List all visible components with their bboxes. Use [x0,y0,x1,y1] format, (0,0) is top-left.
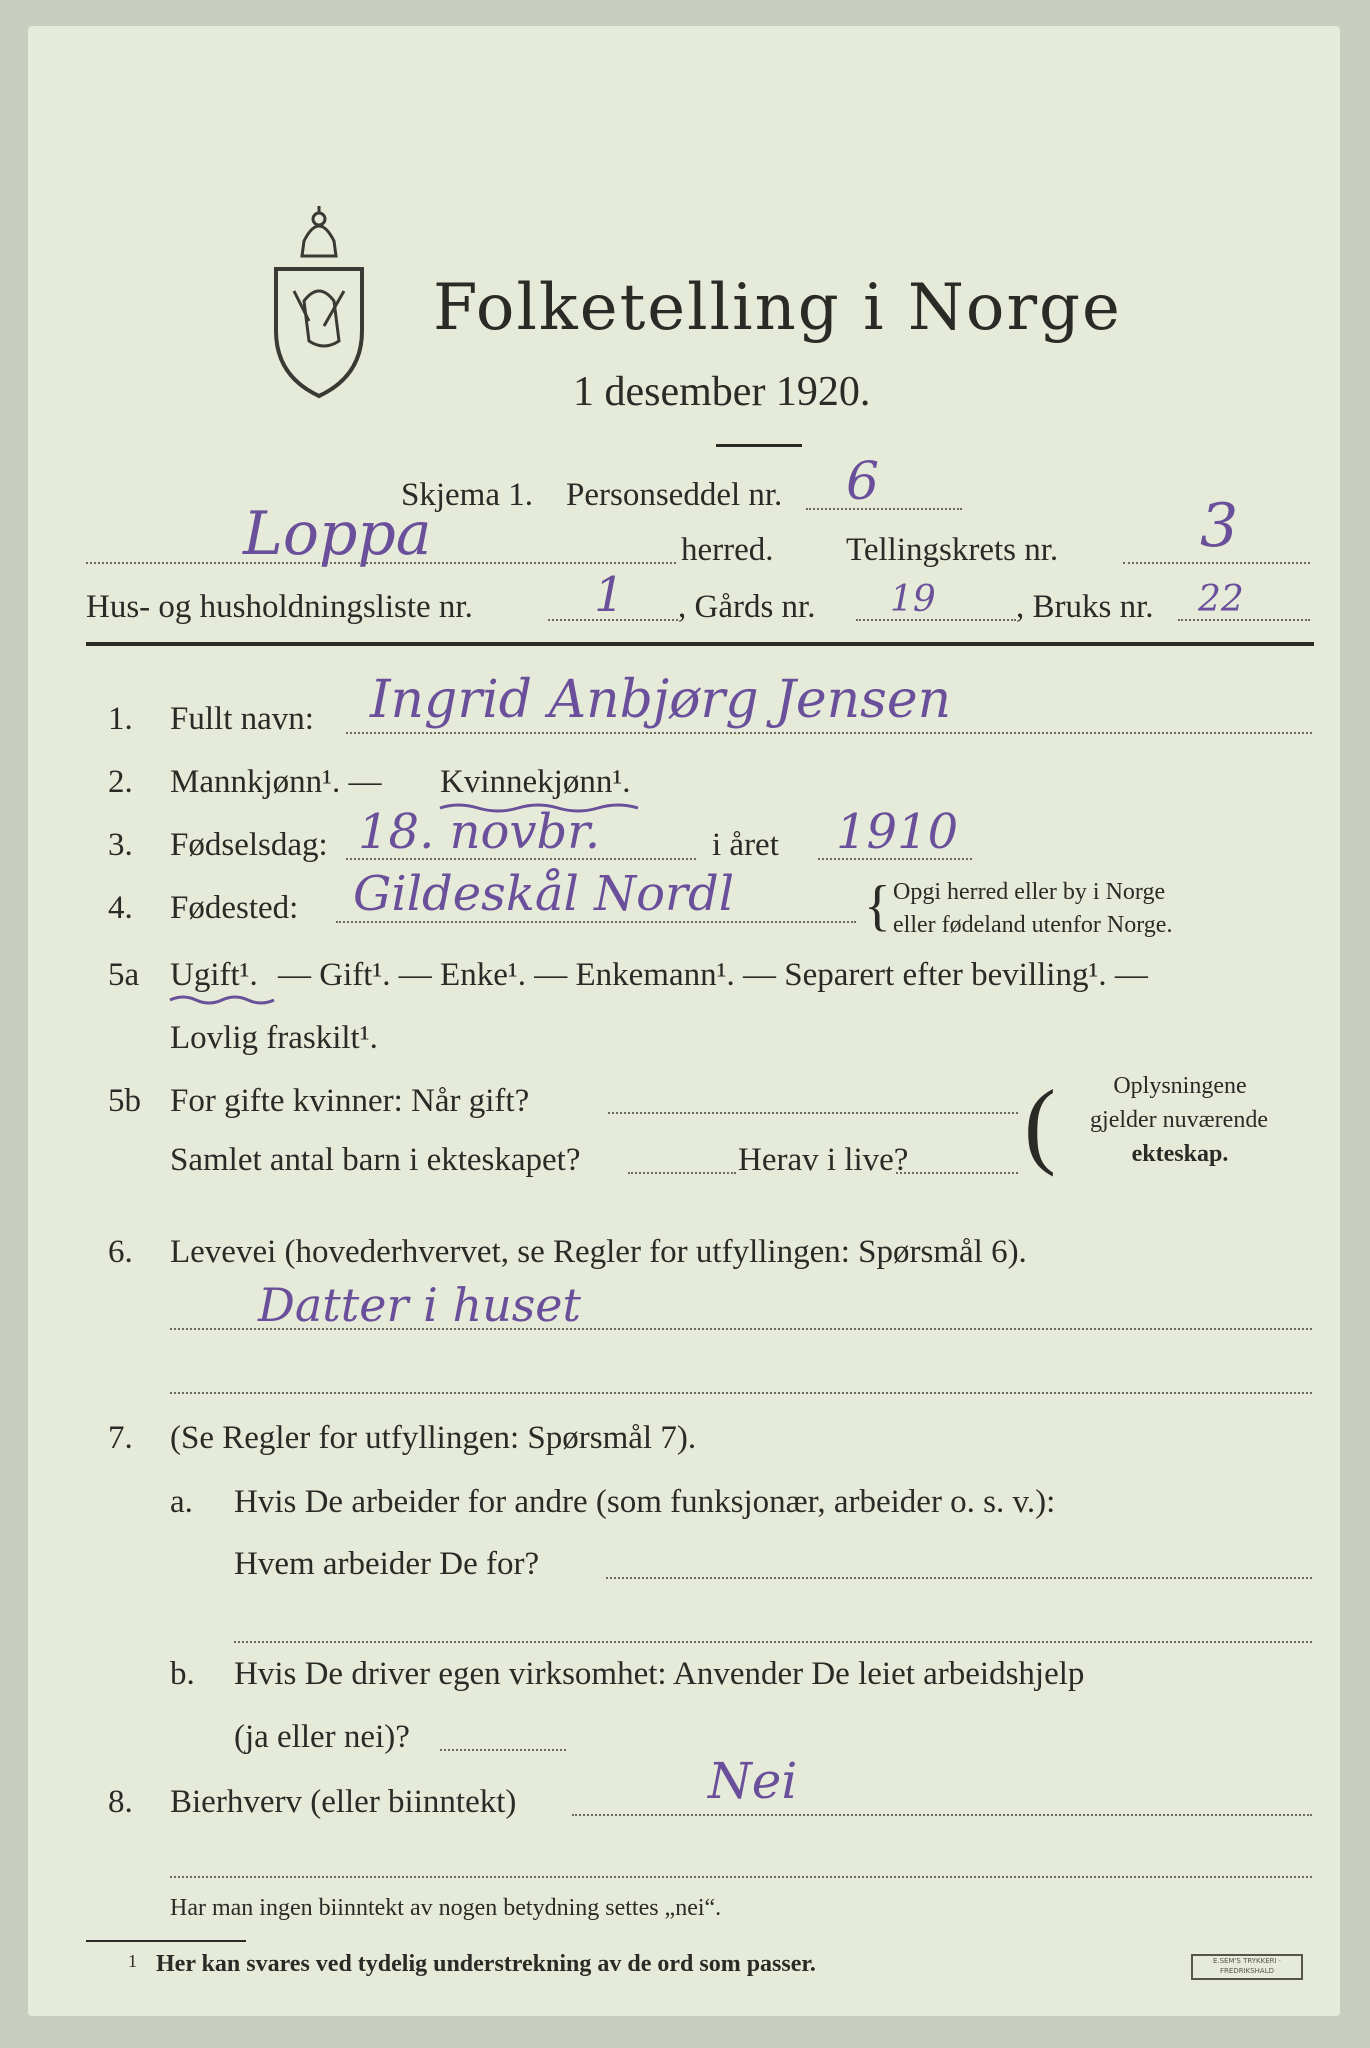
printer-stamp-text: E.SEM'S TRYKKERI · FREDRIKSHALD [1212,1957,1282,1975]
marriage-note-1: Oplysningene [1113,1073,1247,1099]
q8-number: 8. [108,1784,133,1820]
q4-label: Fødested: [170,890,299,926]
q2-number: 2. [108,764,133,800]
schema-label: Skjema 1. [401,477,533,513]
occupation-line-1 [170,1328,1312,1330]
q7a-sub: Hvem arbeider De for? [234,1546,540,1582]
q7-number: 7. [108,1420,133,1456]
side-income-note: Har man ingen biinntekt av nogen betydning settes „nei“. [170,1895,722,1921]
q4-number: 4. [108,890,133,926]
children-line [628,1172,736,1174]
q1-label: Fullt navn: [170,701,314,737]
q7-label: (Se Regler for utfyllingen: Spørsmål 7). [170,1420,697,1456]
footnote-rule [86,1940,246,1942]
marriage-note-3: ekteskap. [1131,1141,1229,1167]
birthplace-note-2: eller fødeland utenfor Norge. [893,912,1173,938]
herred-label: herred. [681,532,774,568]
birthday-value: 18. novbr. [358,804,601,860]
tellingskrets-label: Tellingskrets nr. [846,532,1059,568]
birthplace-value: Gildeskål Nordl [353,866,735,922]
marriage-note-2: gjelder nuværende [1090,1107,1268,1133]
q7b-letter: b. [170,1656,195,1692]
coat-of-arms-icon [264,201,374,401]
footnote-text: Her kan svares ved tydelig understrekning av de ord som passer. [156,1951,816,1977]
female-label: Kvinnekjønn¹. [440,764,631,800]
side-income-line-2 [170,1876,1312,1878]
form-title: Folketelling i Norge [433,271,1122,345]
q7b-text: Hvis De driver egen virksomhet: Anvender De leiet arbeidshjelp [234,1656,1085,1692]
married-line [608,1112,1018,1114]
q4-brace: { [864,875,891,937]
alive-line [896,1172,1018,1174]
q3-number: 3. [108,827,133,863]
census-form [28,26,1340,2016]
q8-label: Bierhverv (eller biinntekt) [170,1784,517,1820]
employer-line-2 [234,1641,1312,1643]
hus-value: 1 [594,567,625,623]
gards-line [856,619,1016,621]
q1-line [346,732,1312,734]
bruks-value: 22 [1198,579,1244,620]
q5b-brace: ( [1024,1070,1056,1177]
q6-number: 6. [108,1234,133,1270]
side-income-value: Nei [708,1752,798,1810]
birth-year-value: 1910 [836,804,959,860]
hired-help-line [440,1749,566,1751]
year-label: i året [712,827,779,863]
married-label: For gifte kvinner: Når gift? [170,1083,530,1119]
tellingskrets-value: 3 [1200,491,1239,561]
title-rule [716,444,802,447]
census-date: 1 desember 1920. [573,369,871,415]
q7a-text: Hvis De arbeider for andre (som funksjonær, arbeider o. s. v.): [234,1484,1056,1520]
q5b-number: 5b [108,1083,141,1119]
personseddel-value: 6 [846,452,880,512]
q6-label: Levevei (hovederhvervet, se Regler for utfyllingen: Spørsmål 6). [170,1234,1027,1270]
side-income-line [572,1814,1312,1816]
tellingskrets-line [1123,562,1310,564]
children-label: Samlet antal barn i ekteskapet? [170,1142,581,1178]
gards-label: , Gårds nr. [678,589,816,625]
ugift-underline [168,992,278,1008]
q1-number: 1. [108,701,133,737]
gards-value: 19 [890,579,936,620]
q3-label: Fødselsdag: [170,827,328,863]
fraskilt-label: Lovlig fraskilt¹. [170,1020,378,1056]
birthplace-note-1: Opgi herred eller by i Norge [893,879,1166,905]
hus-label: Hus- og husholdningsliste nr. [86,589,473,625]
header-divider [86,642,1314,646]
footnote-mark: 1 [128,1951,137,1971]
personseddel-label: Personseddel nr. [566,477,783,513]
ugift-label: Ugift¹. [170,957,258,993]
q5a-number: 5a [108,957,140,993]
full-name-value: Ingrid Anbjørg Jensen [370,670,952,730]
civil-status-options: — Gift¹. — Enke¹. — Enkemann¹. — Separert efter bevilling¹. — [278,957,1148,993]
occupation-line-2 [170,1392,1312,1394]
q7b-sub: (ja eller nei)? [234,1719,410,1755]
employer-line-1 [606,1577,1312,1579]
herred-value: Loppa [243,499,432,569]
personseddel-line [806,508,962,510]
bruks-label: , Bruks nr. [1016,589,1154,625]
male-label: Mannkjønn¹. — [170,764,382,800]
q7a-letter: a. [170,1484,193,1520]
printer-stamp [1191,1954,1303,1980]
occupation-value: Datter i huset [258,1278,582,1332]
alive-label: Herav i live? [738,1142,909,1178]
